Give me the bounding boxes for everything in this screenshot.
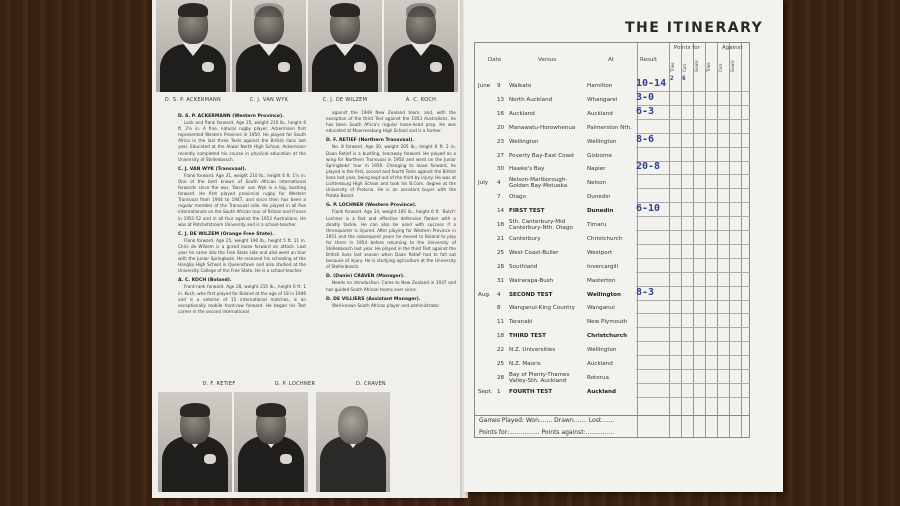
row-venue: Timaru xyxy=(587,222,607,228)
bio-text: Needs no introduction. Came to New Zealand in 1937 and has guided South African teams ever since. xyxy=(326,280,456,292)
row-versus: Wanganui-King Country xyxy=(509,305,576,312)
bio-text: Flank forward. Age 31, weight 210 lb., height 6 ft. 1½ in. One of the best known of South African international forwards since the war, 'Basie' van Wyk is a big, bustling forward. He first played provincial rugby for Western Transvaal from 1944 to 1947, and since then has been a regular member of the Transvaal side. He played in all five internationals on the South African tour of Britain and France in 1951-52 and in all four against the 1953 Australians. He was at Potchefstroom University and is a school-teacher. xyxy=(178,172,306,227)
photo-caption: C. J. DE WILZEM xyxy=(322,97,368,103)
row-venue: Wanganui xyxy=(587,305,615,312)
photo-caption: D. F. RETIEF xyxy=(202,381,236,387)
row-venue: Masterton xyxy=(587,277,616,284)
row-venue: Christchurch xyxy=(587,235,623,242)
row-day: 22 xyxy=(497,347,505,354)
handwritten-score: 6-3 xyxy=(636,105,655,117)
handwritten-tally: 2 xyxy=(670,75,674,82)
points-line: Points for:................ Points against:............... xyxy=(479,429,615,436)
bio-column-left xyxy=(178,110,306,378)
header-goals-against: Goals xyxy=(730,60,735,72)
photo-caption: A. C. KOCH xyxy=(405,97,437,103)
row-day: 28 xyxy=(497,263,505,270)
player-photo xyxy=(158,392,232,492)
row-versus: Nelson-Marlborough-Golden Bay-Motueka xyxy=(509,177,568,190)
row-day: 30 xyxy=(497,166,505,173)
itinerary-title: THE ITINERARY xyxy=(625,20,764,36)
photo-caption: C. J. VAN WYK xyxy=(249,97,289,103)
bio-heading: G. P. LOCHNER (Western Province). xyxy=(326,203,417,209)
row-day: 28 xyxy=(497,374,505,381)
row-day: 25 xyxy=(497,249,505,256)
photo-caption: D. S. P. ACKERMANN xyxy=(164,97,222,103)
row-versus: Sth. Canterbury-Mid Canterbury-Nth. Otago xyxy=(509,219,573,231)
row-rule xyxy=(636,188,750,189)
handwritten-score: 20-8 xyxy=(636,161,661,173)
bio-column-right xyxy=(326,110,456,378)
bio-heading: A. C. KOCH (Boland). xyxy=(178,278,232,284)
games-played-line: Games Played: Won....... Drawn....... Lost....... xyxy=(479,417,615,424)
row-versus: Wairarapa-Bush xyxy=(509,277,554,284)
column-divider xyxy=(705,43,706,437)
header-points-for: Points for xyxy=(674,45,700,51)
row-venue: Nelson xyxy=(587,180,607,187)
row-day: 14 xyxy=(497,208,505,215)
column-divider xyxy=(669,43,670,437)
row-venue: Auckland xyxy=(587,388,617,395)
row-day: 18 xyxy=(497,333,505,340)
row-rule xyxy=(636,230,750,231)
row-venue: Wellington xyxy=(587,138,617,145)
row-day: 8 xyxy=(497,305,501,312)
row-versus: West Coast-Buller xyxy=(509,249,559,256)
row-day: 7 xyxy=(497,194,501,201)
bio-heading: C. J. DE WILZEM (Orange Free State). xyxy=(178,231,275,237)
row-versus: Wellington xyxy=(509,138,539,145)
row-rule xyxy=(636,272,750,273)
row-venue: Gisborne xyxy=(587,152,612,159)
bio-text: Front-rank forward. Age 28, weight 215 lb., height 6 ft. 1 in. Koch, who first played for Boland at the age of 18 in 1946 and is a veteran of 15 international matches, is an exceptionally mobile front-row forward. He began his Test career in the second international xyxy=(178,284,306,314)
row-versus: Taranaki xyxy=(509,319,533,326)
row-day: 13 xyxy=(497,96,505,103)
player-photo xyxy=(232,0,306,92)
row-venue: Auckland xyxy=(587,361,613,367)
handwritten-score: 3-0 xyxy=(636,91,655,103)
left-page xyxy=(152,0,464,498)
row-rule xyxy=(636,300,750,301)
row-versus: N.Z. Maoris xyxy=(509,361,541,367)
row-rule xyxy=(636,383,750,384)
row-rule xyxy=(636,216,750,217)
row-versus: THIRD TEST xyxy=(509,333,546,340)
row-rule xyxy=(636,327,750,328)
header-goals-for: Goals xyxy=(694,60,699,72)
row-versus: Hawke's Bay xyxy=(509,166,545,173)
row-month: Aug. xyxy=(478,291,491,298)
handwritten-score: 6-10 xyxy=(636,203,661,215)
bio-text: Flank forward. Age 24, weight 195 lb., height 6 ft. 'Butch' Lochner is a fast and effective defensive flanker with a deadly tackle. He can also be used with success if a threequarter is injured. After playing for Western Province in 1951 and the subsequent years he moved to Boland to play for them in 1954 before returning to the University of Stellenbosch last year. He played in the third Test against the British lions last season when Daan Retief had to fall out because of injury. He is studying agriculture at the University of Stellenbosch. xyxy=(326,209,456,270)
row-day: 16 xyxy=(497,110,505,117)
header-at: At xyxy=(608,57,614,63)
header-tries-against: Tries xyxy=(706,62,711,72)
row-venue: Christchurch xyxy=(587,333,628,340)
row-month: June xyxy=(478,83,491,89)
photo-caption: D. CRAVEN xyxy=(356,381,386,387)
handwritten-tally: 6 xyxy=(682,75,686,82)
row-venue: Hamilton xyxy=(587,83,613,89)
column-divider xyxy=(717,43,718,437)
row-venue: Wellington xyxy=(587,291,622,298)
header-con-against: Con. xyxy=(718,62,723,72)
header-con-for: Con. xyxy=(682,62,687,72)
row-venue: Palmerston Nth. xyxy=(587,124,632,131)
row-versus: North Auckland xyxy=(509,96,553,103)
handwritten-score: 8-3 xyxy=(636,286,655,298)
row-versus: N.Z. Universities xyxy=(509,347,556,354)
player-photo xyxy=(156,0,230,92)
row-versus: SECOND TEST xyxy=(509,291,553,298)
row-rule xyxy=(636,174,750,175)
row-venue: Auckland xyxy=(587,110,613,117)
row-day: 23 xyxy=(497,138,505,145)
row-venue: Rotorua xyxy=(587,374,609,381)
row-rule xyxy=(636,341,750,342)
handwritten-score: 10-14 xyxy=(636,78,667,89)
row-day: 4 xyxy=(497,180,501,187)
row-day: 27 xyxy=(497,152,505,159)
bottom-photo-row xyxy=(158,392,390,492)
column-divider xyxy=(693,43,694,437)
bio-heading: D. DE VILLIERS (Assistant Manager). xyxy=(326,296,421,302)
bio-text: Lock and flank forward. Age 25, weight 210 lb., height 6 ft. 2½ in. A fine, natural rugby player, Ackermann first represented Western Province in 1950. He played for South Africa in the last three Tests against the British lions last year. Educated at the Aliwal North High School, Ackermann recently completed his course in physical education at the University of Stellenbosch. xyxy=(178,120,306,162)
row-rule xyxy=(636,397,750,398)
row-rule xyxy=(636,369,750,370)
header-tries-for: Tries xyxy=(670,62,675,72)
row-versus: Poverty Bay-East Coast xyxy=(509,152,575,159)
handwritten-score: 8-6 xyxy=(636,133,655,145)
bio-text: No. 8 forward. Age 30, weight 205 lb., height 6 ft. 2 in. Daan Retief is a bustling, tearaway forward. He played as a wing for Northern Transvaal in 1950 and went on the Junior Springboks' tour in 1950. Changing to loose forward, he played in the first, second and fourth Tests against the British lions last year, being kept out of the third by injury. He was at Lichtenburg High School and took his B.Com. degree at the University of Pretoria. He is an assistant buyer with the Potato Board. xyxy=(326,144,456,199)
row-rule xyxy=(636,258,750,259)
row-venue: Invercargill xyxy=(587,263,619,270)
row-venue: New Plymouth xyxy=(587,319,628,326)
row-day: 1 xyxy=(497,388,501,395)
bio-text: Flank forward. Age 25, weight 190 lb., height 5 ft. 11 in. Chris de Wilzem is a grand loose forward on attack. Last year he came into the Free State side and also went on tour with the Junior Springboks. He received his schooling at the Hanglip High School in Queenstown and also studied at the University College of the Free State. He is a school-teacher. xyxy=(178,237,306,274)
row-versus: Manawatu-Horowhenua xyxy=(509,124,576,131)
header-result: Result xyxy=(640,57,657,63)
bio-text: against the 1949 New Zealand team, and, with the exception of the third Test against the 1953 Australians, he has been South Africa's regular loose-head prop. He was educated at Moorreesburg High School and is a farmer. xyxy=(326,110,456,134)
manager-photo xyxy=(316,392,390,492)
header-against: Against xyxy=(722,45,743,51)
column-divider xyxy=(741,43,742,437)
row-venue: Dunedin xyxy=(587,194,611,201)
row-day: 31 xyxy=(497,277,505,284)
row-day: 4 xyxy=(497,291,501,298)
row-venue: Whangarei xyxy=(587,96,618,103)
photo-caption: G. P. LOCHNER xyxy=(274,381,316,387)
row-day: 18 xyxy=(497,222,505,228)
column-divider xyxy=(729,43,730,437)
row-day: 21 xyxy=(497,235,505,242)
bio-text: Well-known South African player and administrator. xyxy=(332,302,440,308)
row-rule xyxy=(636,313,750,314)
player-photo xyxy=(308,0,382,92)
footer-divider xyxy=(475,415,749,416)
row-venue: Westport xyxy=(587,249,613,256)
row-rule xyxy=(636,119,750,120)
row-venue: Dunedin xyxy=(587,208,614,215)
bio-heading: D. (Danie) CRAVEN (Manager). xyxy=(326,274,405,280)
row-versus: FOURTH TEST xyxy=(509,388,553,395)
row-versus: Southland xyxy=(509,263,538,270)
row-day: 20 xyxy=(497,124,505,131)
row-venue: Napier xyxy=(587,166,606,173)
row-versus: Canterbury xyxy=(509,235,541,242)
row-versus: FIRST TEST xyxy=(509,208,545,215)
row-versus: Waikato xyxy=(509,83,532,89)
header-date: Date xyxy=(488,57,502,63)
bio-heading: D. S. P. ACKERMANN (Western Province). xyxy=(178,114,284,119)
row-day: 9 xyxy=(497,83,501,89)
top-photo-row xyxy=(156,0,458,92)
row-versus: Bay of Plenty-Thames Valley-Sth. Auckland xyxy=(509,371,570,384)
row-day: 25 xyxy=(497,361,505,367)
column-divider xyxy=(681,43,682,437)
bio-heading: D. F. RETIEF (Northern Transvaal). xyxy=(326,138,415,144)
bio-heading: C. J. VAN WYK (Transvaal). xyxy=(178,166,247,172)
row-versus: Auckland xyxy=(509,110,535,117)
row-versus: Otago xyxy=(509,194,526,201)
row-rule xyxy=(636,355,750,356)
row-month: Sept. xyxy=(478,388,493,395)
row-month: July xyxy=(478,180,489,187)
row-venue: Wellington xyxy=(587,347,617,354)
header-versus: Versus xyxy=(538,57,557,63)
row-rule xyxy=(636,244,750,245)
player-photo xyxy=(234,392,308,492)
row-rule xyxy=(636,147,750,148)
player-photo xyxy=(384,0,458,92)
row-day: 11 xyxy=(497,319,505,326)
